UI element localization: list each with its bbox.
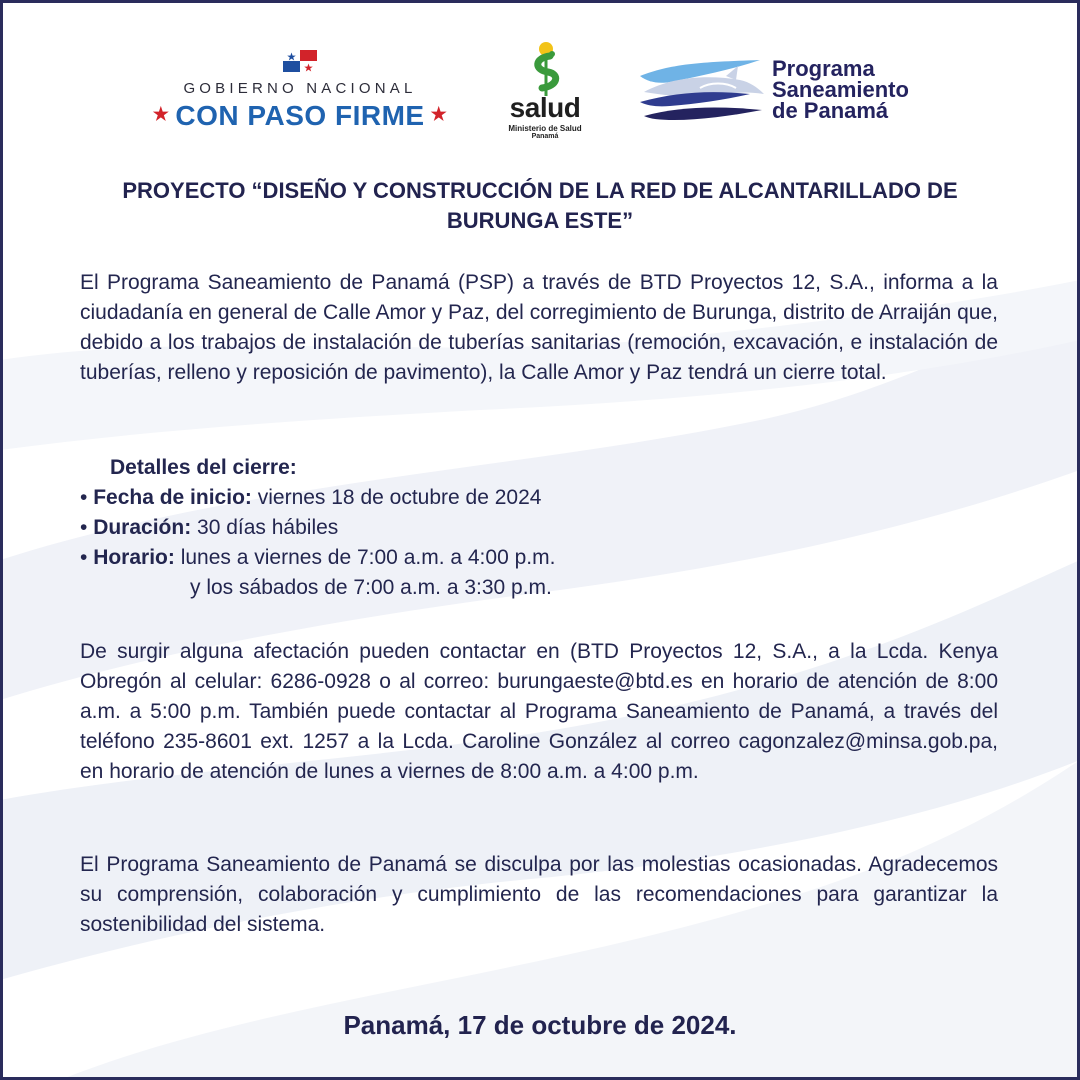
detail-duration (80, 513, 998, 543)
detail-schedule (80, 543, 998, 573)
psp-line-saneamiento: Saneamiento (772, 77, 909, 102)
red-star-icon: ★ (152, 104, 170, 124)
detail-label: Fecha de inicio: (93, 486, 252, 509)
contact-paragraph: De surgir alguna afectación pueden contactar en (BTD Proyectos 12, S.A., a la Lcda. Kenya Obregón al celular: 6286-0928 o al correo: burungaeste@btd.es en horario de atención de 8:00 a.m. a 5:00 p.m. También puede contactar al Programa Saneamiento de Panamá, a través del teléfono 235-8601 ext. 1257 a la Lcda. Caroline González al correo cagonzalez@minsa.gob.pa, en horario de atención de lunes a viernes de 8:00 a.m. a 4:00 p.m. (80, 640, 998, 783)
detail-label: Horario: (93, 546, 175, 569)
detail-value: viernes 18 de octubre de 2024 (251, 486, 542, 509)
intro-paragraph: El Programa Saneamiento de Panamá (PSP) a través de BTD Proyectos 12, S.A., informa a la ciudadanía en general de Calle Amor y Paz, del corregimiento de Burunga, distrito de Arraiján que, debido a los trabajos de instalación de tuberías sanitarias (remoción, excavación, e instalación de tuberías, relleno y reposición de pavimento), la Calle Amor y Paz tendrá un cierre total. (80, 271, 998, 384)
project-title (70, 176, 1010, 236)
bullet: • (80, 546, 94, 569)
psp-line-programa: Programa (772, 56, 875, 81)
red-star-icon: ★ (430, 104, 448, 124)
salud-wordmark: salud (509, 92, 581, 123)
con-paso-firme-label: CON PASO FIRME (175, 100, 425, 131)
date-signature: Panamá, 17 de octubre de 2024. (343, 1010, 737, 1040)
detail-label: Duración: (93, 516, 192, 539)
detail-schedule-saturday: y los sábados de 7:00 a.m. a 3:30 p.m. (190, 576, 552, 599)
psp-line-panama: de Panamá (772, 98, 889, 123)
closing-paragraph: El Programa Saneamiento de Panamá se disculpa por las molestias ocasionadas. Agradecemos su comprensión, colaboración y cumplimiento de las recomendaciones para garantizar la sostenibilidad del sistema. (80, 853, 998, 936)
bullet: • (80, 516, 94, 539)
gobierno-nacional-text: GOBIERNO NACIONAL (183, 80, 417, 97)
bullet: • (80, 486, 94, 509)
project-title-line-2: BURUNGA ESTE” (446, 208, 634, 233)
detail-value: lunes a viernes de 7:00 a.m. a 4:00 p.m. (174, 546, 556, 569)
detail-start-date (80, 483, 998, 513)
ministerio-de-salud-text: Ministerio de Salud (508, 124, 582, 133)
detail-value: 30 días hábiles (191, 516, 339, 539)
project-title-line-1: PROYECTO “DISEÑO Y CONSTRUCCIÓN DE LA RED DE ALCANTARILLADO DE (122, 178, 958, 203)
closure-details (80, 453, 998, 603)
panama-text: Panamá (531, 133, 559, 140)
closure-details-heading: Detalles del cierre: (110, 456, 297, 479)
